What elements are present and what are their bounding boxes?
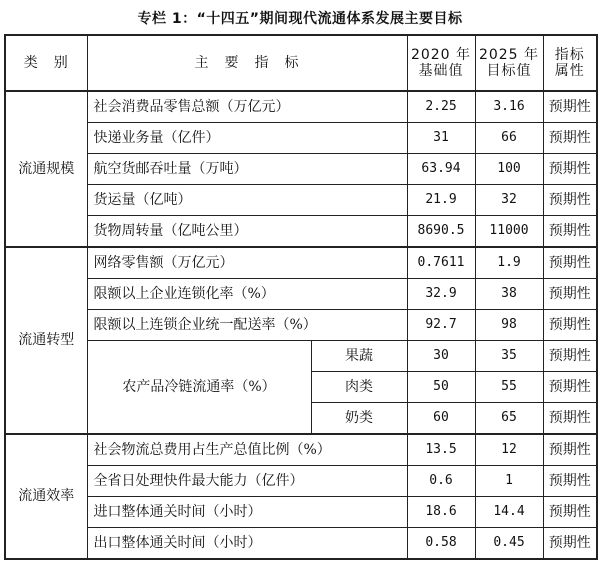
table-row [5, 247, 597, 279]
target-value: 98 [475, 310, 543, 341]
table-row [5, 310, 597, 341]
table-row [5, 216, 597, 248]
indicator-cell: 货运量（亿吨） [87, 185, 407, 216]
base-value: 2.25 [407, 91, 475, 123]
base-value: 31 [407, 123, 475, 154]
base-value: 0.58 [407, 528, 475, 560]
indicator-cell: 全省日处理快件最大能力（亿件） [87, 466, 407, 497]
indicator-cell: 社会消费品零售总额（万亿元） [87, 91, 407, 123]
header-category: 类 别 [5, 35, 87, 91]
header-base-2020: 2020 年 基础值 [407, 35, 475, 91]
indicator-cell: 货物周转量（亿吨公里） [87, 216, 407, 248]
attribute-cell: 预期性 [543, 372, 597, 403]
attribute-cell: 预期性 [543, 279, 597, 310]
target-value: 100 [475, 154, 543, 185]
attribute-cell: 预期性 [543, 497, 597, 528]
attribute-cell: 预期性 [543, 154, 597, 185]
indicator-cell: 航空货邮吞吐量（万吨） [87, 154, 407, 185]
header-indicator: 主 要 指 标 [87, 35, 407, 91]
indicator-cell: 限额以上企业连锁化率（%） [87, 279, 407, 310]
indicator-cell: 快递业务量（亿件） [87, 123, 407, 154]
indicator-cell: 进口整体通关时间（小时） [87, 497, 407, 528]
header-target-2025: 2025 年 目标值 [475, 35, 543, 91]
attribute-cell: 预期性 [543, 528, 597, 560]
target-value: 14.4 [475, 497, 543, 528]
target-value: 11000 [475, 216, 543, 248]
base-value: 50 [407, 372, 475, 403]
table-row [5, 91, 597, 123]
indicator-cell: 出口整体通关时间（小时） [87, 528, 407, 560]
base-value: 8690.5 [407, 216, 475, 248]
base-value: 32.9 [407, 279, 475, 310]
attribute-cell: 预期性 [543, 123, 597, 154]
attribute-cell: 预期性 [543, 466, 597, 497]
attribute-cell: 预期性 [543, 247, 597, 279]
attribute-cell: 预期性 [543, 185, 597, 216]
table-caption: 专栏 1：“十四五”期间现代流通体系发展主要目标 [137, 11, 463, 27]
category-efficiency: 流通效率 [5, 434, 87, 559]
target-value: 65 [475, 403, 543, 435]
base-value: 63.94 [407, 154, 475, 185]
target-value: 12 [475, 434, 543, 466]
table-row [5, 497, 597, 528]
attribute-cell: 预期性 [543, 341, 597, 372]
target-value: 1.9 [475, 247, 543, 279]
table-row [5, 279, 597, 310]
target-value: 35 [475, 341, 543, 372]
base-value: 18.6 [407, 497, 475, 528]
category-transformation: 流通转型 [5, 247, 87, 434]
target-value: 32 [475, 185, 543, 216]
base-value: 92.7 [407, 310, 475, 341]
header-row [5, 35, 597, 91]
attribute-cell: 预期性 [543, 310, 597, 341]
base-value: 13.5 [407, 434, 475, 466]
table-row [5, 341, 597, 372]
header-attribute: 指标 属性 [543, 35, 597, 91]
base-value: 0.6 [407, 466, 475, 497]
attribute-cell: 预期性 [543, 403, 597, 435]
target-value: 1 [475, 466, 543, 497]
target-value: 0.45 [475, 528, 543, 560]
attribute-cell: 预期性 [543, 91, 597, 123]
target-value: 66 [475, 123, 543, 154]
sub-item-name: 肉类 [311, 372, 407, 403]
base-value: 30 [407, 341, 475, 372]
table-row [5, 123, 597, 154]
category-scale: 流通规模 [5, 91, 87, 247]
indicator-cell: 限额以上连锁企业统一配送率（%） [87, 310, 407, 341]
base-value: 60 [407, 403, 475, 435]
table-row [5, 466, 597, 497]
sub-item-name: 奶类 [311, 403, 407, 435]
sub-item-name: 果蔬 [311, 341, 407, 372]
target-value: 38 [475, 279, 543, 310]
cold-chain-indicator: 农产品冷链流通率（%） [87, 341, 311, 435]
attribute-cell: 预期性 [543, 216, 597, 248]
indicator-cell: 社会物流总费用占生产总值比例（%） [87, 434, 407, 466]
target-value: 55 [475, 372, 543, 403]
table-row [5, 528, 597, 560]
targets-table [4, 34, 598, 560]
target-value: 3.16 [475, 91, 543, 123]
table-row [5, 434, 597, 466]
base-value: 0.7611 [407, 247, 475, 279]
table-row [5, 185, 597, 216]
table-row [5, 154, 597, 185]
indicator-cell: 网络零售额（万亿元） [87, 247, 407, 279]
attribute-cell: 预期性 [543, 434, 597, 466]
base-value: 21.9 [407, 185, 475, 216]
